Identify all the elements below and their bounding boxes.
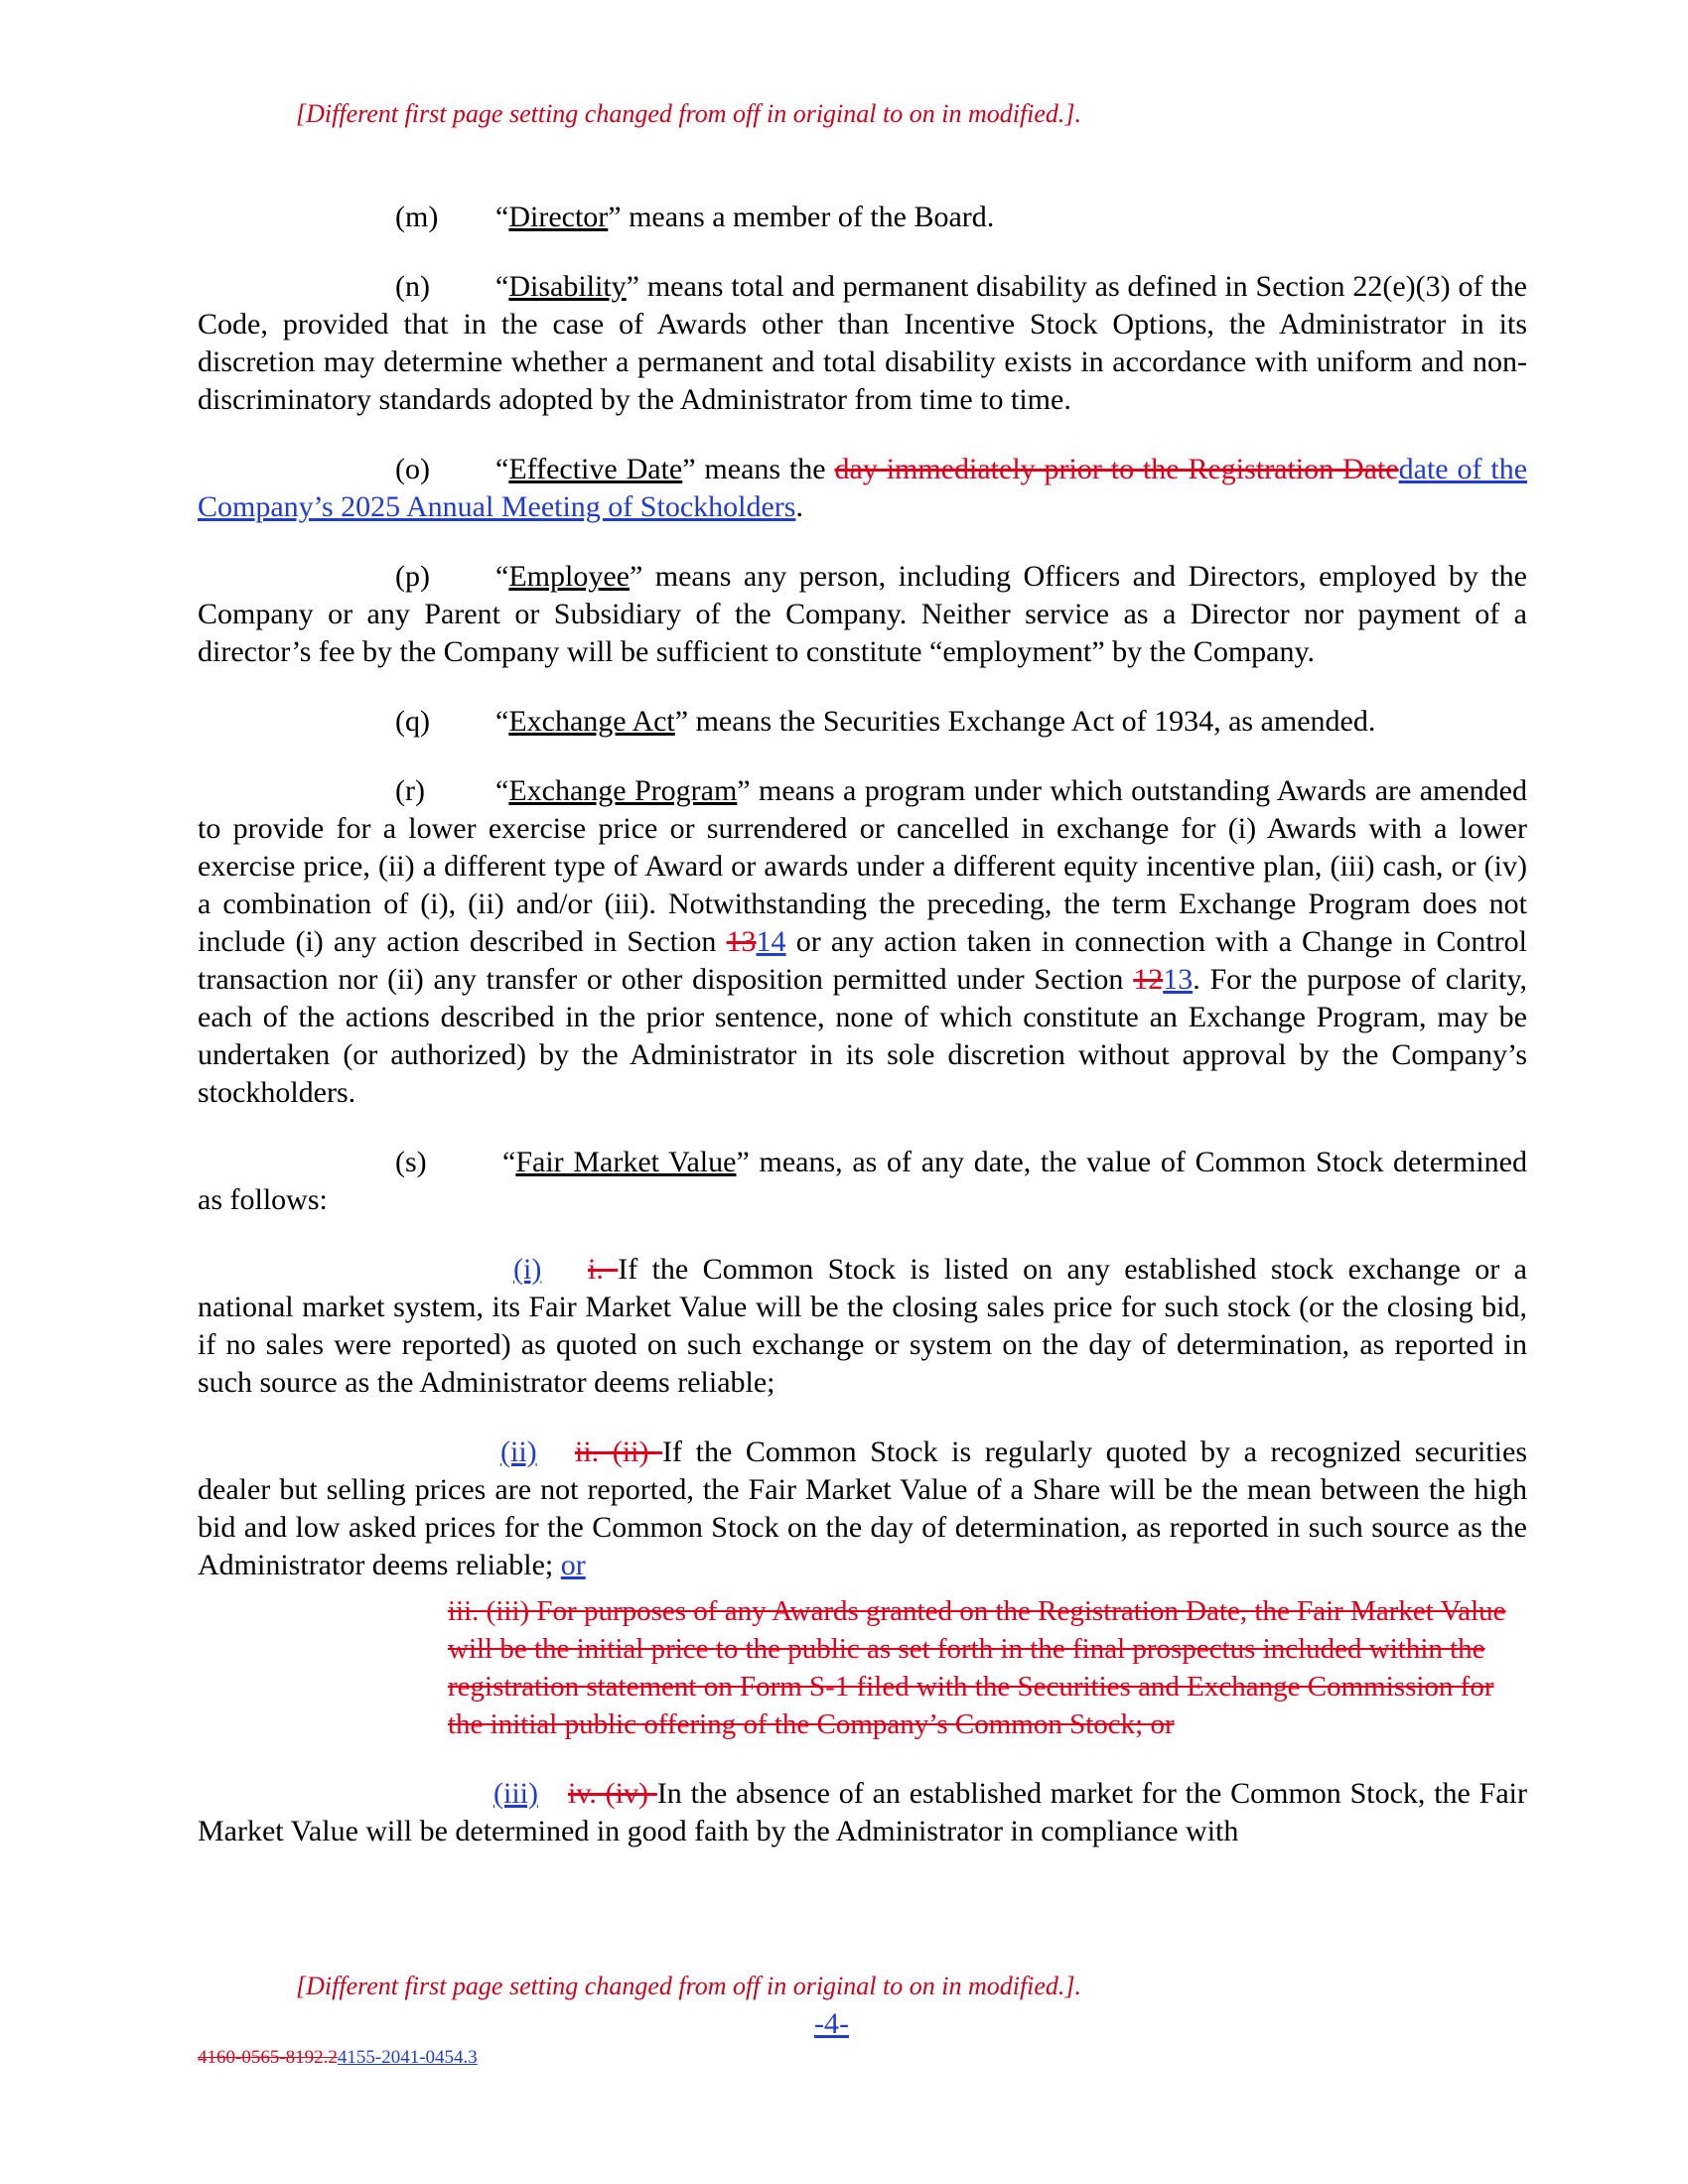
- deleted-subclause-iii: iii. (iii) For purposes of any Awards granted on the Registration Date, the Fair Market Value will be the initial price to the public as set forth in the final prospectus included within the registration statement on Form S-1 filed with the Securities and Exchange Commission for the initial public offering of the Company’s Common Stock; or: [448, 1595, 1506, 1740]
- deleted-section-ref: 12: [1133, 963, 1164, 996]
- inserted-label: (iii): [493, 1777, 538, 1810]
- header-change-note: [Different first page setting changed from off in original to on in modified.].: [296, 99, 1082, 128]
- definition-p: (p) “Employee” means any person, including Officers and Directors, employed by the Company or any Parent or Subsidiary of the Company. Neither service as a Director nor payment of a director’s fee by the Company will be sufficient to constitute “employment” by the Company.: [198, 560, 1527, 668]
- definition-r: (r) “Exchange Program” means a program under which outstanding Awards are amended to provide for a lower exercise price or surrendered or cancelled in exchange for (i) Awards with a lower exercise price, (ii) a different type of Award or awards under a different equity incentive plan, (iii) cash, or (iv) a combination of (i), (ii) and/or (iii). Notwithstanding the preceding, the term Exchange Program does not include (i) any action described in Section 1314 or any action taken in connection with a Change in Control transaction nor (ii) any transfer or other disposition permitted under Section 1213. For the purpose of clarity, each of the actions described in the prior sentence, none of which constitute an Exchange Program, may be undertaken (or authorized) by the Administrator in its sole discretion without approval by the Company’s stockholders.: [198, 774, 1527, 1109]
- inserted-doc-id: 4155-2041-0454.3: [337, 2047, 478, 2068]
- definition-s: (s) “Fair Market Value” means, as of any date, the value of Common Stock determined as follows:: [198, 1146, 1527, 1216]
- document-id: [198, 2047, 478, 2069]
- inserted-text: or: [560, 1549, 586, 1581]
- deleted-label: i.: [588, 1253, 619, 1286]
- term-disability: Disability: [508, 270, 627, 303]
- subclause-ii: (ii) ii. (ii) If the Common Stock is regularly quoted by a recognized securities dealer but selling prices are not reported, the Fair Market Value of a Share will be the mean between the high bid and low asked prices for the Common Stock on the day of determination, as reported in such source as the Administrator deems reliable; or: [198, 1435, 1528, 1581]
- deleted-label: ii. (ii): [575, 1435, 663, 1468]
- term-director: Director: [508, 201, 609, 233]
- inserted-section-ref: 13: [1163, 963, 1194, 996]
- term-exchange-act: Exchange Act: [508, 705, 675, 738]
- document-body: [198, 199, 1527, 1882]
- deleted-text: day immediately prior to the Registration Date: [834, 453, 1399, 485]
- deleted-section-ref: 13: [726, 925, 757, 958]
- definition-m: (m) “Director” means a member of the Board.: [395, 201, 995, 233]
- subclause-i: (i) i. If the Common Stock is listed on any established stock exchange or a national market system, its Fair Market Value will be the closing sales price for such stock (or the closing bid, if no sales were reported) as quoted on such exchange or system on the day of determination, as reported in such source as the Administrator deems reliable;: [198, 1253, 1527, 1399]
- definition-q: (q) “Exchange Act” means the Securities Exchange Act of 1934, as amended.: [395, 705, 1376, 738]
- definition-o: (o) “Effective Date” means the day immediately prior to the Registration Datedate of the Company’s 2025 Annual Meeting of Stockholders.: [198, 453, 1528, 523]
- inserted-text: date of the Company’s 2025 Annual Meeting of Stockholders: [198, 453, 1528, 523]
- deleted-doc-id: 4160-0565-8192.2: [198, 2047, 338, 2068]
- subclause-iii: (iii) iv. (iv) In the absence of an established market for the Common Stock, the Fair Market Value will be determined in good faith by the Administrator in compliance with: [198, 1777, 1527, 1847]
- term-fair-market-value: Fair Market Value: [515, 1146, 737, 1178]
- term-exchange-program: Exchange Program: [508, 774, 738, 807]
- inserted-label: (ii): [500, 1435, 537, 1468]
- term-employee: Employee: [508, 560, 630, 593]
- page-number: -4-: [814, 2007, 849, 2040]
- inserted-section-ref: 14: [756, 925, 786, 958]
- term-effective-date: Effective Date: [508, 453, 683, 485]
- inserted-label: (i): [513, 1253, 542, 1286]
- definition-n: (n) “Disability” means total and permanent disability as defined in Section 22(e)(3) of the Code, provided that in the case of Awards other than Incentive Stock Options, the Administrator in its discretion may determine whether a permanent and total disability exists in accordance with uniform and non-discriminatory standards adopted by the Administrator from time to time.: [198, 270, 1527, 416]
- footer-change-note: [Different first page setting changed from off in original to on in modified.].: [296, 1972, 1082, 2000]
- deleted-label: iv. (iv): [568, 1777, 657, 1810]
